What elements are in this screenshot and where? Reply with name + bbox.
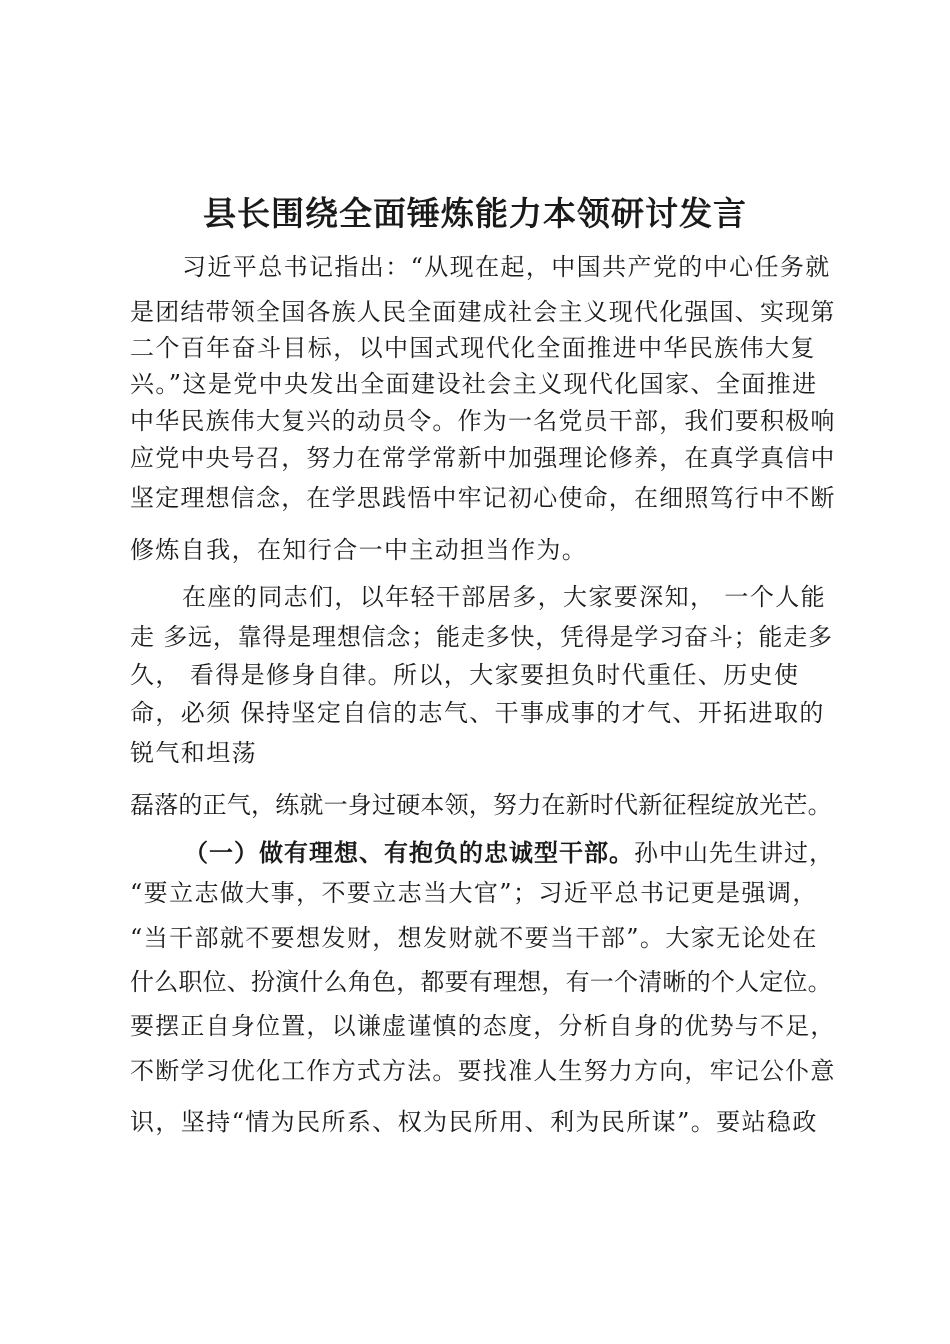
paragraph-2-line-4: 命，必须 保持坚定自信的志气、干事成事的才气、开拓进取的 <box>130 699 825 727</box>
paragraph-3-line-2: “要立志做大事，不要立志当大官”；习近平总书记更是强调， <box>130 879 818 907</box>
paragraph-2-line-3: 久， 看得是修身自律。所以，大家要担负时代重任、历史使 <box>130 661 800 689</box>
paragraph-2-line-6: 磊落的正气，练就一身过硬本领，努力在新时代新征程绽放光芒。 <box>130 791 832 819</box>
paragraph-3-line-1-rest: 孙中山先生讲过， <box>634 839 834 867</box>
document-title: 县长围绕全面锤炼能力本领研讨发言 <box>203 194 747 233</box>
paragraph-2-line-1: 在座的同志们，以年轻干部居多，大家要深知， 一个人能 <box>182 583 827 611</box>
paragraph-2-line-5: 锐气和坦荡 <box>130 739 257 767</box>
paragraph-2-line-2: 走 多远，靠得是理想信念；能走多快，凭得是学习奋斗；能走多 <box>130 623 833 651</box>
paragraph-1-line-1: 习近平总书记指出：“从现在起，中国共产党的中心任务就 <box>182 253 831 281</box>
paragraph-3-line-6: 不断学习优化工作方式方法。要找准人生努力方向，牢记公仆意 <box>130 1057 836 1085</box>
paragraph-3-line-5: 要摆正自身位置，以谦虚谨慎的态度，分析自身的优势与不足， <box>130 1012 836 1040</box>
paragraph-3-line-1 <box>184 838 834 868</box>
paragraph-1-line-8: 修炼自我，在知行合一中主动担当作为。 <box>130 536 588 564</box>
paragraph-3-line-7: 识，坚持“情为民所系、权为民所用、利为民所谋”。要站稳政 <box>130 1108 818 1136</box>
paragraph-1-line-3: 二个百年奋斗目标，以中国式现代化全面推进中华民族伟大复 <box>130 334 816 362</box>
paragraph-1-line-2: 是团结带领全国各族人民全面建成社会主义现代化强国、实现第 <box>130 298 836 326</box>
paragraph-3-line-4: 什么职位、扮演什么角色，都要有理想，有一个清晰的个人定位。 <box>130 968 832 996</box>
paragraph-1-line-4: 兴。”这是党中央发出全面建设社会主义现代化国家、全面推进 <box>130 370 818 398</box>
paragraph-1-line-6: 应党中央号召，努力在常学常新中加强理论修养，在真学真信中 <box>130 444 836 472</box>
paragraph-1-line-7: 坚定理想信念，在学思践悟中牢记初心使命，在细照笃行中不断 <box>130 484 836 512</box>
section-heading: （一）做有理想、有抱负的忠诚型干部。 <box>184 839 634 867</box>
paragraph-3-line-3: “当干部就不要想发财，想发财就不要当干部”。大家无论处在 <box>130 924 818 952</box>
paragraph-1-line-5: 中华民族伟大复兴的动员令。作为一名党员干部，我们要积极响 <box>130 407 836 435</box>
